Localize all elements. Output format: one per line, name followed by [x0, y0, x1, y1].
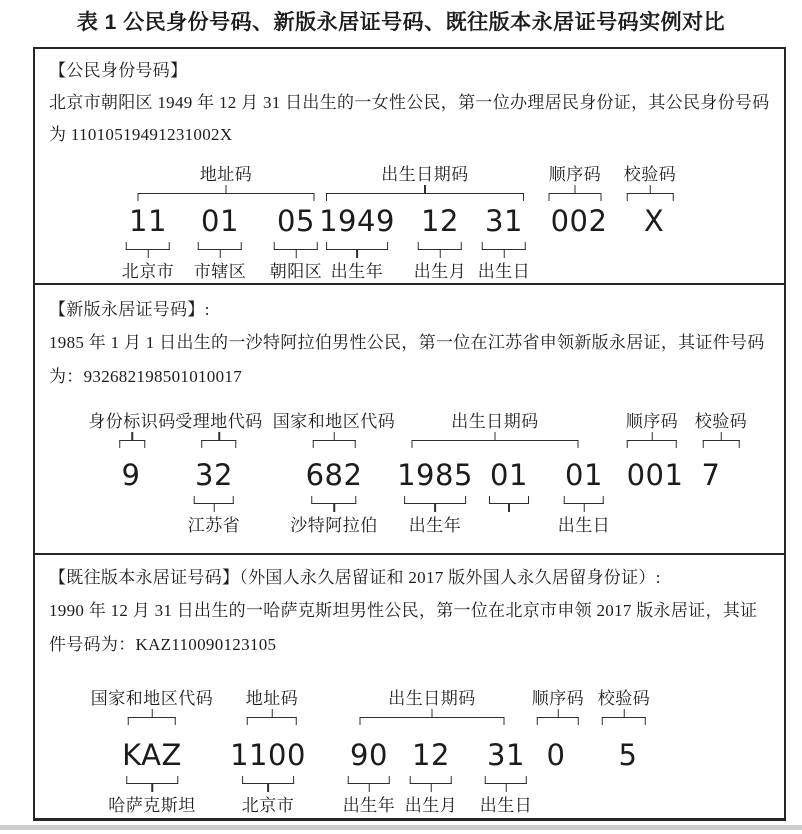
table-body: [33, 47, 786, 821]
bottom-bracket: [242, 776, 294, 784]
bracket-stem: [213, 504, 215, 512]
group-label: 出生日期码: [451, 412, 539, 431]
top-bracket: [202, 440, 237, 448]
bracket-stem: [574, 185, 576, 193]
bracket-stem: [368, 784, 370, 792]
segment-sublabel: 出生日: [557, 516, 611, 535]
code-group: [88, 412, 176, 448]
bracket-stem: [508, 504, 510, 512]
bracket-stem: [494, 432, 496, 440]
segment-sublabel: 沙特阿拉伯: [290, 516, 378, 535]
code-segment: [619, 737, 638, 773]
segment-value: 5: [618, 738, 638, 772]
code-segment: [122, 457, 141, 493]
top-bracket: [313, 440, 356, 448]
segment-sublabel: 出生月: [404, 796, 458, 815]
id-structure-diagram: [35, 165, 784, 283]
top-bracket: [703, 440, 740, 448]
segment-value: 11: [129, 204, 167, 238]
code-segment: [108, 737, 196, 816]
code-segment: [290, 457, 378, 536]
segment-sublabel: 北京市: [121, 262, 175, 281]
bottom-bracket: [198, 242, 242, 250]
bracket-stem: [218, 432, 220, 440]
code-segment: [644, 203, 664, 239]
code-group: [412, 412, 579, 448]
bracket-stem: [503, 250, 505, 258]
code-group: [326, 165, 524, 201]
group-label: 出生日期码: [388, 689, 476, 708]
segment-value: 1100: [230, 738, 306, 772]
bottom-bracket: [326, 242, 388, 250]
bracket-stem: [267, 784, 269, 792]
segment-sublabel: 出生年: [342, 796, 396, 815]
top-bracket: [360, 717, 505, 725]
id-structure-diagram: [35, 689, 784, 817]
group-label: 顺序码: [625, 412, 679, 431]
code-group: [175, 412, 263, 448]
section-new-permit: [33, 283, 786, 555]
bracket-stem: [439, 250, 441, 258]
code-group: [598, 689, 651, 725]
segment-value: X: [643, 204, 665, 238]
code-segment: [405, 737, 458, 816]
section-legacy-permit: [33, 553, 786, 821]
bracket-stem: [151, 784, 153, 792]
bracket-stem: [151, 709, 153, 717]
segment-sublabel: 出生月: [413, 262, 467, 281]
bracket-stem: [557, 709, 559, 717]
bottom-bracket: [312, 496, 357, 504]
code-group: [273, 412, 396, 448]
bracket-stem: [505, 784, 507, 792]
top-bracket: [128, 717, 176, 725]
segment-value: 05: [277, 204, 315, 238]
segment-value: 12: [412, 738, 450, 772]
group-label: 校验码: [597, 689, 651, 708]
segment-sublabel: 出生年: [330, 262, 384, 281]
bracket-stem: [583, 504, 585, 512]
code-group: [626, 412, 679, 448]
segment-sublabel: 市辖区: [193, 262, 247, 281]
bracket-stem: [333, 432, 335, 440]
bottom-bracket: [485, 776, 527, 784]
code-group: [246, 689, 299, 725]
segment-value: 01: [565, 458, 603, 492]
segment-value: 682: [305, 458, 363, 492]
bottom-bracket: [348, 776, 390, 784]
section-heading: 【公民身份号码】: [49, 61, 188, 80]
segment-value: 1985: [397, 458, 473, 492]
section-text-line: 北京市朝阳区 1949 年 12 月 31 日出生的一女性公民，第一位办理居民身份证，其公民身份号码: [49, 93, 770, 112]
bottom-bracket: [418, 242, 462, 250]
bracket-stem: [271, 709, 273, 717]
segment-value: 01: [490, 458, 528, 492]
top-bracket: [138, 193, 315, 201]
bracket-stem: [649, 185, 651, 193]
group-label: 受理地代码: [175, 412, 263, 431]
segment-value: 01: [201, 204, 239, 238]
top-bracket: [549, 193, 602, 201]
code-segment: [547, 737, 566, 773]
bracket-stem: [295, 250, 297, 258]
bottom-bracket: [564, 496, 604, 504]
group-label: 顺序码: [548, 165, 602, 184]
bracket-stem: [720, 432, 722, 440]
code-segment: [627, 457, 684, 493]
code-segment: [397, 457, 473, 536]
code-group: [91, 689, 214, 725]
segment-sublabel: 北京市: [241, 796, 295, 815]
bottom-bracket: [482, 242, 526, 250]
code-segment: [558, 457, 611, 536]
section-text-line: 1985 年 1 月 1 日出生的一沙特阿拉伯男性公民，第一位在江苏省申领新版永居证，其证件号码: [49, 333, 765, 352]
id-structure-diagram: [35, 412, 784, 552]
code-segment: [414, 203, 467, 282]
bracket-stem: [431, 709, 433, 717]
top-bracket: [627, 193, 674, 201]
group-label: 顺序码: [531, 689, 585, 708]
page-title: 表 1 公民身份号码、新版永居证号码、既往版本永居证号码实例对比: [76, 11, 726, 34]
bottom-bracket: [410, 776, 452, 784]
segment-value: 002: [550, 204, 608, 238]
bracket-stem: [219, 250, 221, 258]
bottom-bracket: [126, 776, 178, 784]
segment-value: 1949: [319, 204, 395, 238]
segment-value: 31: [487, 738, 525, 772]
bracket-stem: [356, 250, 358, 258]
bottom-bracket: [489, 496, 529, 504]
segment-sublabel: 哈萨克斯坦: [108, 796, 196, 815]
top-bracket: [627, 440, 677, 448]
bracket-stem: [225, 185, 227, 193]
segment-sublabel: 出生日: [479, 796, 533, 815]
bottom-bracket: [126, 242, 170, 250]
section-citizen-id: [33, 47, 786, 285]
bracket-stem: [434, 504, 436, 512]
code-segment: [319, 203, 395, 282]
code-segment: [188, 457, 241, 536]
bottom-bracket: [404, 496, 466, 504]
section-text-line: 为：932682198501010017: [49, 367, 242, 386]
code-segment: [489, 457, 529, 516]
top-bracket: [602, 717, 646, 725]
code-group: [532, 689, 585, 725]
code-group: [549, 165, 602, 201]
bracket-stem: [333, 504, 335, 512]
segment-value: 001: [626, 458, 684, 492]
code-segment: [478, 203, 531, 282]
segment-value: 0: [546, 738, 566, 772]
group-label: 身份标识码: [88, 412, 176, 431]
code-segment: [480, 737, 533, 816]
section-text-line: 为 11010519491231002X: [49, 125, 233, 144]
group-label: 出生日期码: [381, 165, 469, 184]
code-segment: [122, 203, 175, 282]
top-bracket: [326, 193, 524, 201]
bracket-stem: [430, 784, 432, 792]
segment-value: 7: [701, 458, 721, 492]
code-group: [624, 165, 677, 201]
bracket-stem: [623, 709, 625, 717]
group-label: 国家和地区代码: [272, 412, 396, 431]
segment-value: 32: [195, 458, 233, 492]
bracket-stem: [147, 250, 149, 258]
code-group: [138, 165, 315, 201]
segment-value: 12: [421, 204, 459, 238]
code-segment: [343, 737, 396, 816]
group-label: 校验码: [623, 165, 677, 184]
top-bracket: [537, 717, 579, 725]
group-label: 国家和地区代码: [90, 689, 214, 708]
segment-sublabel: 朝阳区: [269, 262, 323, 281]
code-group: [695, 412, 748, 448]
bottom-bracket: [194, 496, 234, 504]
section-heading: 【新版永居证号码】:: [49, 300, 210, 319]
group-label: 地址码: [199, 165, 253, 184]
section-heading: 【既往版本永居证号码】（外国人永久居留证和 2017 版外国人永久居留身份证）:: [49, 568, 661, 587]
segment-sublabel: 出生年: [408, 516, 462, 535]
code-segment: [230, 737, 306, 816]
section-text-line: 1990 年 12 月 31 日出生的一哈萨克斯坦男性公民，第一位在北京市申领 2017 版永居证，其证: [49, 601, 758, 620]
code-segment: [270, 203, 323, 282]
top-bracket: [119, 440, 145, 448]
segment-sublabel: 江苏省: [187, 516, 241, 535]
bracket-stem: [131, 432, 133, 440]
bottom-bracket: [274, 242, 318, 250]
segment-value: KAZ: [122, 738, 182, 772]
segment-value: 31: [485, 204, 523, 238]
bracket-stem: [651, 432, 653, 440]
segment-sublabel: 出生日: [477, 262, 531, 281]
group-label: 地址码: [245, 689, 299, 708]
code-segment: [551, 203, 608, 239]
code-group: [360, 689, 505, 725]
top-bracket: [412, 440, 579, 448]
page-edge-shadow: [0, 825, 802, 830]
code-segment: [702, 457, 721, 493]
top-bracket: [247, 717, 297, 725]
segment-value: 9: [121, 458, 141, 492]
code-segment: [194, 203, 247, 282]
segment-value: 90: [350, 738, 388, 772]
group-label: 校验码: [694, 412, 748, 431]
bracket-stem: [424, 185, 426, 193]
section-text-line: 件号码为：KAZ110090123105: [49, 635, 277, 654]
